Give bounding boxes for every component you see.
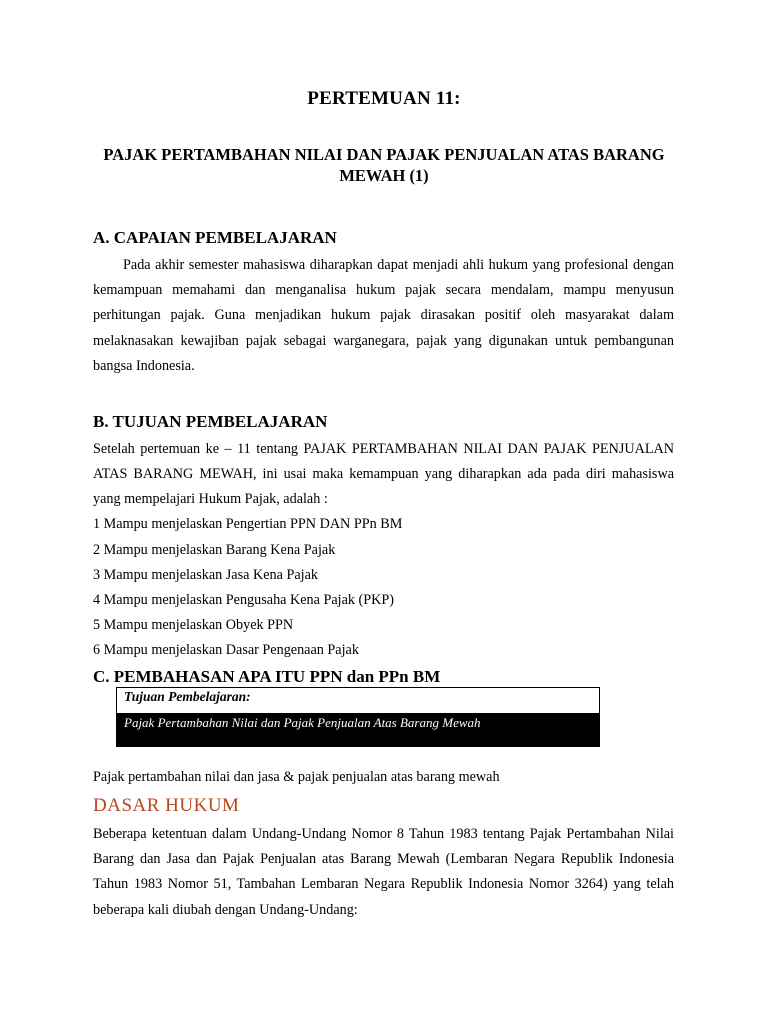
section-a-heading: A. CAPAIAN PEMBELAJARAN [93,228,337,247]
page-subtitle: PAJAK PERTAMBAHAN NILAI DAN PAJAK PENJUALAN ATAS BARANG MEWAH (1) [103,145,665,185]
objective-item: 3 Mampu menjelaskan Jasa Kena Pajak [93,567,318,583]
section-b-intro: Setelah pertemuan ke – 11 tentang PAJAK PERTAMBAHAN NILAI DAN PAJAK PENJUALAN ATAS BARANG MEWAH, ini usai maka kemampuan yang diharapkan ada pada diri mahasiswa yang mempelajari Hukum Pajak, adalah : [93,441,674,508]
objective-item: 5 Mampu menjelaskan Obyek PPN [93,617,294,633]
section-a-paragraph: Pada akhir semester mahasiswa diharapkan dapat menjadi ahli hukum yang profesional dengan kemampuan memahami dan menganalisa hukum pajak secara mendalam, mampu menyusun perhitungan pajak. Guna menjadikan hukum pajak dirasakan positif oleh masyarakat dalam melaknasakan kewajiban pajak sebagai warganegara, pajak yang digunakan untuk pembangunan bangsa Indonesia. [93,257,674,374]
page-title: PERTEMUAN 11: [307,88,461,109]
section-b-heading: B. TUJUAN PEMBELAJARAN [93,412,328,431]
section-c-line: Pajak pertambahan nilai dan jasa & pajak penjualan atas barang mewah [93,769,500,785]
box-text: Pajak Pertambahan Nilai dan Pajak Penjualan Atas Barang Mewah [117,713,599,746]
box-label: Tujuan Pembelajaran: [124,689,251,704]
objective-item: 4 Mampu menjelaskan Pengusaha Kena Pajak (PKP) [93,592,395,608]
objective-item: 2 Mampu menjelaskan Barang Kena Pajak [93,542,336,558]
section-c-heading: C. PEMBAHASAN APA ITU PPN dan PPn BM [93,667,441,686]
dasar-hukum-paragraph: Beberapa ketentuan dalam Undang-Undang Nomor 8 Tahun 1983 tentang Pajak Pertambahan Nilai Barang dan Jasa dan Pajak Penjualan atas Barang Mewah (Lembaran Negara Republik Indonesia Tahun 1983 Nomor 51, Tambahan Lembaran Negara Republik Indonesia Nomor 3264) yang telah beberapa kali diubah dengan Undang-Undang: [93,826,674,918]
objective-item: 6 Mampu menjelaskan Dasar Pengenaan Pajak [93,642,359,658]
objective-item: 1 Mampu menjelaskan Pengertian PPN DAN PPn BM [93,516,403,532]
learning-objective-box [116,687,600,747]
dasar-hukum-heading: DASAR HUKUM [93,795,240,816]
